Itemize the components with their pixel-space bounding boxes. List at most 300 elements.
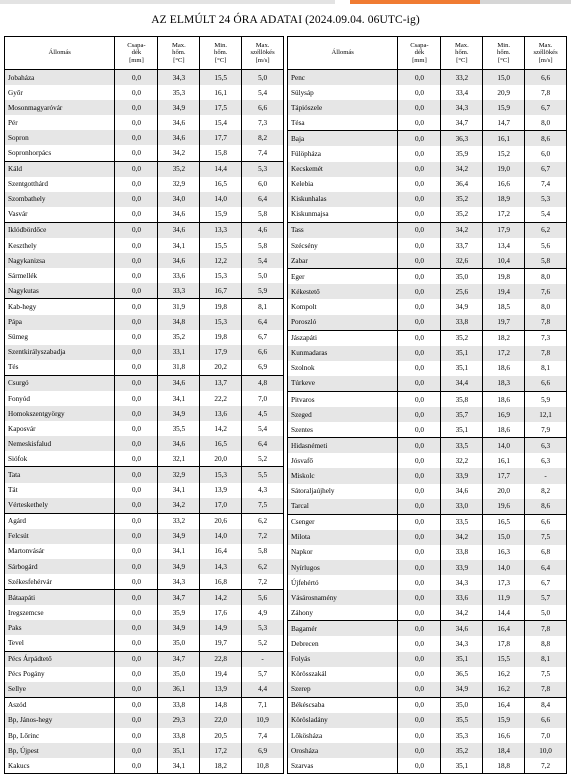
- station-name: Pápa: [5, 315, 115, 330]
- min-temp-value: 15,3: [200, 315, 242, 330]
- min-temp-value: 20,0: [200, 451, 242, 467]
- min-temp-value: 15,2: [483, 146, 525, 161]
- header-line: hőm.: [455, 49, 469, 57]
- station-name: Eger: [288, 269, 398, 285]
- table-row: [288, 530, 567, 545]
- max-temp-value: 34,9: [158, 100, 200, 115]
- station-name: Pécs Árpádtető: [5, 651, 115, 667]
- station-name: Vérteskethely: [5, 498, 115, 514]
- station-name: Jászapáti: [288, 330, 398, 346]
- precipitation-value: 0,0: [115, 268, 158, 283]
- min-temp-value: 17,0: [200, 498, 242, 514]
- max-gust-value: 12,1: [525, 407, 567, 422]
- min-temp-value: 16,6: [483, 728, 525, 743]
- table-row: [288, 758, 567, 774]
- max-gust-value: 6,7: [242, 330, 284, 345]
- header-line: Max.: [538, 41, 553, 49]
- min-temp-value: 15,5: [200, 238, 242, 253]
- max-temp-value: 34,6: [158, 130, 200, 145]
- table-row: [5, 391, 284, 406]
- max-temp-value: 34,7: [441, 115, 483, 131]
- table-row: [288, 70, 567, 86]
- station-name: Sülysáp: [288, 85, 398, 100]
- station-name: Tevel: [5, 635, 115, 651]
- station-name: Tát: [5, 483, 115, 498]
- table-row: [5, 330, 284, 345]
- max-temp-value: 34,1: [158, 238, 200, 253]
- table-row: [288, 422, 567, 438]
- max-temp-value: 36,1: [158, 682, 200, 698]
- max-temp-value: 34,9: [158, 620, 200, 635]
- max-gust-value: -: [242, 651, 284, 667]
- table-row: [288, 682, 567, 698]
- station-name: Poroszló: [288, 315, 398, 331]
- max-temp-value: 35,2: [441, 743, 483, 758]
- min-temp-value: 16,5: [200, 436, 242, 451]
- max-gust-value: 5,7: [525, 590, 567, 605]
- precipitation-value: 0,0: [115, 590, 158, 606]
- station-name: Tata: [5, 467, 115, 483]
- station-name: Pér: [5, 115, 115, 130]
- max-temp-value: 34,9: [158, 406, 200, 421]
- precipitation-value: 0,0: [115, 620, 158, 635]
- max-gust-value: 6,6: [525, 713, 567, 728]
- station-name: Hidasnémeti: [288, 438, 398, 454]
- max-temp-value: 35,2: [158, 161, 200, 177]
- precipitation-value: 0,0: [398, 499, 441, 515]
- min-temp-value: 13,7: [200, 375, 242, 391]
- table-row: [288, 499, 567, 515]
- max-gust-value: 7,5: [525, 667, 567, 682]
- min-temp-value: 19,7: [483, 315, 525, 331]
- station-name: Szécsény: [288, 238, 398, 253]
- station-name: Bátaapáti: [5, 590, 115, 606]
- max-gust-value: 6,7: [525, 162, 567, 177]
- min-temp-value: 20,0: [483, 484, 525, 499]
- header-min-temp: [200, 37, 242, 70]
- table-row: [288, 330, 567, 346]
- station-name: Iregszemcse: [5, 605, 115, 620]
- precipitation-value: 0,0: [115, 100, 158, 115]
- table-row: [288, 222, 567, 238]
- precipitation-value: 0,0: [115, 605, 158, 620]
- min-temp-value: 18,5: [483, 299, 525, 314]
- header-line: dék: [131, 49, 142, 57]
- min-temp-value: 22,0: [200, 713, 242, 728]
- precipitation-value: 0,0: [398, 484, 441, 499]
- table-row: [5, 728, 284, 743]
- min-temp-value: 19,7: [200, 635, 242, 651]
- table-row: [5, 713, 284, 728]
- precipitation-value: 0,0: [398, 391, 441, 407]
- station-name: Szombathely: [5, 192, 115, 207]
- min-temp-value: 16,4: [200, 544, 242, 559]
- min-temp-value: 16,4: [483, 621, 525, 637]
- table-row: [5, 161, 284, 177]
- max-gust-value: 5,4: [242, 253, 284, 268]
- min-temp-value: 18,2: [200, 758, 242, 774]
- station-name: Vásárosnamény: [288, 590, 398, 605]
- max-gust-value: 8,6: [525, 499, 567, 515]
- max-gust-value: 4,6: [242, 222, 284, 238]
- precipitation-value: 0,0: [115, 574, 158, 590]
- station-name: Kompolt: [288, 299, 398, 314]
- table-row: [288, 605, 567, 621]
- precipitation-value: 0,0: [115, 544, 158, 559]
- max-temp-value: 33,1: [158, 345, 200, 360]
- header-line: Max.: [171, 41, 186, 49]
- max-gust-value: -: [525, 468, 567, 483]
- max-temp-value: 32,6: [441, 253, 483, 269]
- table-row: [5, 529, 284, 544]
- table-row: [288, 315, 567, 331]
- precipitation-value: 0,0: [115, 115, 158, 130]
- min-temp-value: 20,5: [200, 728, 242, 743]
- table-row: [288, 269, 567, 285]
- precipitation-value: 0,0: [398, 115, 441, 131]
- max-gust-value: 8,1: [525, 652, 567, 667]
- max-gust-value: 4,8: [242, 375, 284, 391]
- precipitation-value: 0,0: [398, 728, 441, 743]
- table-row: [5, 590, 284, 606]
- min-temp-value: 16,7: [200, 283, 242, 299]
- max-gust-value: 6,6: [242, 345, 284, 360]
- min-temp-value: 20,2: [200, 360, 242, 376]
- max-gust-value: 7,6: [525, 284, 567, 299]
- precipitation-value: 0,0: [398, 590, 441, 605]
- right-station-table: [287, 36, 567, 774]
- max-temp-value: 32,9: [158, 177, 200, 192]
- header-line: hőm.: [214, 49, 228, 57]
- min-temp-value: 17,8: [483, 636, 525, 651]
- station-name: Paks: [5, 620, 115, 635]
- min-temp-value: 17,2: [200, 743, 242, 758]
- station-name: Újfehértó: [288, 575, 398, 590]
- table-row: [5, 758, 284, 774]
- min-temp-value: 18,3: [483, 376, 525, 392]
- min-temp-value: 14,0: [483, 438, 525, 454]
- table-row: [5, 743, 284, 758]
- max-gust-value: 10,8: [242, 758, 284, 774]
- max-temp-value: 35,0: [158, 667, 200, 682]
- header-line: hőm.: [497, 49, 511, 57]
- table-row: [288, 484, 567, 499]
- precipitation-value: 0,0: [115, 253, 158, 268]
- max-temp-value: 33,8: [158, 697, 200, 713]
- min-temp-value: 19,8: [483, 269, 525, 285]
- max-gust-value: 7,9: [525, 422, 567, 438]
- max-temp-value: 33,0: [441, 499, 483, 515]
- precipitation-value: 0,0: [115, 667, 158, 682]
- table-row: [288, 100, 567, 115]
- precipitation-value: 0,0: [398, 238, 441, 253]
- table-row: [288, 652, 567, 667]
- table-row: [288, 238, 567, 253]
- precipitation-value: 0,0: [398, 361, 441, 376]
- precipitation-value: 0,0: [398, 284, 441, 299]
- max-temp-value: 34,3: [441, 575, 483, 590]
- station-name: Aszód: [5, 697, 115, 713]
- min-temp-value: 16,5: [483, 514, 525, 530]
- left-header-row: [5, 37, 284, 70]
- precipitation-value: 0,0: [398, 162, 441, 177]
- min-temp-value: 18,6: [483, 391, 525, 407]
- max-gust-value: 6,0: [242, 177, 284, 192]
- precipitation-value: 0,0: [115, 299, 158, 315]
- station-name: Csenger: [288, 514, 398, 530]
- station-name: Kakucs: [5, 758, 115, 774]
- min-temp-value: 16,1: [200, 85, 242, 100]
- table-row: [5, 115, 284, 130]
- max-temp-value: 34,2: [441, 162, 483, 177]
- station-name: Csurgó: [5, 375, 115, 391]
- max-temp-value: 33,2: [158, 513, 200, 529]
- max-temp-value: 34,6: [441, 484, 483, 499]
- table-row: [5, 145, 284, 161]
- max-gust-value: 8,8: [525, 636, 567, 651]
- station-name: Sellye: [5, 682, 115, 698]
- min-temp-value: 17,7: [200, 130, 242, 145]
- precipitation-value: 0,0: [115, 713, 158, 728]
- table-row: [5, 451, 284, 467]
- station-name: Jósvafő: [288, 453, 398, 468]
- min-temp-value: 16,2: [483, 682, 525, 698]
- precipitation-value: 0,0: [115, 451, 158, 467]
- max-temp-value: 35,1: [441, 346, 483, 361]
- min-temp-value: 14,2: [200, 590, 242, 606]
- max-gust-value: 5,7: [242, 667, 284, 682]
- table-row: [288, 131, 567, 147]
- max-temp-value: 35,1: [158, 743, 200, 758]
- max-gust-value: 5,5: [242, 467, 284, 483]
- max-gust-value: 5,6: [242, 590, 284, 606]
- max-gust-value: 7,3: [525, 330, 567, 346]
- precipitation-value: 0,0: [398, 605, 441, 621]
- min-temp-value: 14,2: [200, 421, 242, 436]
- station-name: Fülöpháza: [288, 146, 398, 161]
- min-temp-value: 13,9: [200, 483, 242, 498]
- min-temp-value: 15,3: [200, 268, 242, 283]
- max-temp-value: 34,6: [441, 621, 483, 637]
- max-temp-value: 29,3: [158, 713, 200, 728]
- max-temp-value: 35,1: [441, 422, 483, 438]
- max-gust-value: 5,0: [525, 605, 567, 621]
- max-temp-value: 34,2: [158, 145, 200, 161]
- max-gust-value: 7,4: [525, 177, 567, 192]
- max-temp-value: 33,9: [441, 560, 483, 575]
- min-temp-value: 11,9: [483, 590, 525, 605]
- table-row: [288, 284, 567, 299]
- table-row: [5, 467, 284, 483]
- table-row: [288, 361, 567, 376]
- max-temp-value: 34,1: [158, 483, 200, 498]
- table-row: [288, 453, 567, 468]
- max-temp-value: 35,3: [441, 728, 483, 743]
- table-row: [5, 70, 284, 86]
- min-temp-value: 16,1: [483, 131, 525, 147]
- min-temp-value: 15,0: [483, 70, 525, 86]
- max-temp-value: 34,4: [441, 376, 483, 392]
- top-bar-segment-gray: [0, 0, 335, 4]
- header-line: hőm.: [172, 49, 186, 57]
- table-row: [5, 345, 284, 360]
- max-gust-value: 5,6: [525, 238, 567, 253]
- precipitation-value: 0,0: [398, 468, 441, 483]
- table-row: [288, 438, 567, 454]
- max-gust-value: 8,0: [525, 299, 567, 314]
- table-row: [5, 100, 284, 115]
- max-temp-value: 36,5: [441, 667, 483, 682]
- table-row: [5, 421, 284, 436]
- station-name: Orosháza: [288, 743, 398, 758]
- precipitation-value: 0,0: [398, 575, 441, 590]
- min-temp-value: 20,9: [483, 85, 525, 100]
- min-temp-value: 15,3: [200, 467, 242, 483]
- max-gust-value: 7,0: [525, 728, 567, 743]
- precipitation-value: 0,0: [398, 514, 441, 530]
- precipitation-value: 0,0: [115, 330, 158, 345]
- station-name: Folyás: [288, 652, 398, 667]
- min-temp-value: 15,4: [200, 115, 242, 130]
- station-name: Kiskunmajsa: [288, 207, 398, 223]
- max-temp-value: 36,3: [441, 131, 483, 147]
- table-row: [288, 575, 567, 590]
- precipitation-value: 0,0: [115, 222, 158, 238]
- min-temp-value: 18,6: [483, 422, 525, 438]
- station-name: Kab-hegy: [5, 299, 115, 315]
- max-temp-value: 33,6: [441, 590, 483, 605]
- min-temp-value: 15,0: [483, 530, 525, 545]
- max-gust-value: 5,9: [525, 391, 567, 407]
- max-temp-value: 32,1: [158, 451, 200, 467]
- right-table-body: [288, 70, 567, 774]
- precipitation-value: 0,0: [115, 728, 158, 743]
- max-gust-value: 6,2: [242, 559, 284, 574]
- station-name: Milota: [288, 530, 398, 545]
- table-row: [288, 376, 567, 392]
- min-temp-value: 13,6: [200, 406, 242, 421]
- max-gust-value: 6,3: [525, 438, 567, 454]
- max-temp-value: 33,5: [441, 438, 483, 454]
- table-row: [288, 115, 567, 131]
- max-temp-value: 31,9: [158, 299, 200, 315]
- max-gust-value: 5,4: [242, 85, 284, 100]
- table-row: [5, 605, 284, 620]
- max-temp-value: 34,0: [158, 192, 200, 207]
- station-name: Túrkeve: [288, 376, 398, 392]
- max-gust-value: 4,5: [242, 406, 284, 421]
- station-name: Debrecen: [288, 636, 398, 651]
- precipitation-value: 0,0: [115, 635, 158, 651]
- max-temp-value: 33,6: [158, 268, 200, 283]
- station-name: Felcsút: [5, 529, 115, 544]
- precipitation-value: 0,0: [398, 269, 441, 285]
- station-name: Nagykutas: [5, 283, 115, 299]
- max-gust-value: 6,6: [525, 514, 567, 530]
- max-gust-value: 5,3: [242, 161, 284, 177]
- max-gust-value: 5,0: [242, 268, 284, 283]
- max-temp-value: 34,2: [441, 605, 483, 621]
- station-name: Nyírlugos: [288, 560, 398, 575]
- station-name: Siófok: [5, 451, 115, 467]
- max-gust-value: 5,4: [242, 421, 284, 436]
- min-temp-value: 18,8: [483, 758, 525, 774]
- min-temp-value: 14,4: [200, 161, 242, 177]
- max-gust-value: 7,2: [525, 758, 567, 774]
- station-name: Penc: [288, 70, 398, 86]
- station-name: Iklódbördőce: [5, 222, 115, 238]
- station-name: Nemeskisfalud: [5, 436, 115, 451]
- station-name: Kelebia: [288, 177, 398, 192]
- station-name: Szolnok: [288, 361, 398, 376]
- max-temp-value: 35,0: [441, 269, 483, 285]
- table-row: [288, 407, 567, 422]
- table-row: [5, 315, 284, 330]
- table-row: [288, 192, 567, 207]
- precipitation-value: 0,0: [398, 131, 441, 147]
- table-row: [5, 299, 284, 315]
- station-name: Bp, Lőrinc: [5, 728, 115, 743]
- station-name: Baja: [288, 131, 398, 147]
- max-gust-value: 5,2: [242, 451, 284, 467]
- table-row: [288, 177, 567, 192]
- precipitation-value: 0,0: [115, 651, 158, 667]
- header-line: [m/s]: [538, 56, 553, 64]
- max-gust-value: 7,4: [242, 145, 284, 161]
- table-row: [288, 545, 567, 560]
- max-gust-value: 6,2: [242, 513, 284, 529]
- station-name: Káld: [5, 161, 115, 177]
- max-gust-value: 6,7: [525, 575, 567, 590]
- precipitation-value: 0,0: [115, 85, 158, 100]
- min-temp-value: 13,3: [200, 222, 242, 238]
- precipitation-value: 0,0: [398, 407, 441, 422]
- min-temp-value: 14,8: [200, 697, 242, 713]
- min-temp-value: 17,2: [483, 346, 525, 361]
- max-gust-value: 8,2: [242, 130, 284, 145]
- station-name: Napkor: [288, 545, 398, 560]
- station-name: Bp, János-hegy: [5, 713, 115, 728]
- precipitation-value: 0,0: [115, 375, 158, 391]
- min-temp-value: 15,9: [483, 713, 525, 728]
- header-line: dék: [414, 49, 425, 57]
- table-row: [5, 697, 284, 713]
- precipitation-value: 0,0: [398, 621, 441, 637]
- min-temp-value: 19,6: [483, 499, 525, 515]
- min-temp-value: 22,8: [200, 651, 242, 667]
- header-min-temp: [483, 37, 525, 70]
- min-temp-value: 16,8: [200, 574, 242, 590]
- table-row: [5, 667, 284, 682]
- max-temp-value: 35,5: [441, 713, 483, 728]
- max-temp-value: 34,1: [158, 544, 200, 559]
- precipitation-value: 0,0: [398, 422, 441, 438]
- header-line: [°C]: [214, 56, 227, 64]
- max-temp-value: 34,9: [158, 529, 200, 544]
- precipitation-value: 0,0: [115, 467, 158, 483]
- table-row: [5, 85, 284, 100]
- max-gust-value: 6,4: [242, 192, 284, 207]
- header-line: [mm]: [129, 56, 144, 64]
- max-gust-value: 7,3: [242, 115, 284, 130]
- precipitation-value: 0,0: [115, 315, 158, 330]
- table-row: [5, 177, 284, 192]
- table-row: [288, 621, 567, 637]
- precipitation-value: 0,0: [115, 682, 158, 698]
- table-row: [5, 651, 284, 667]
- max-temp-value: 34,3: [158, 574, 200, 590]
- precipitation-value: 0,0: [115, 161, 158, 177]
